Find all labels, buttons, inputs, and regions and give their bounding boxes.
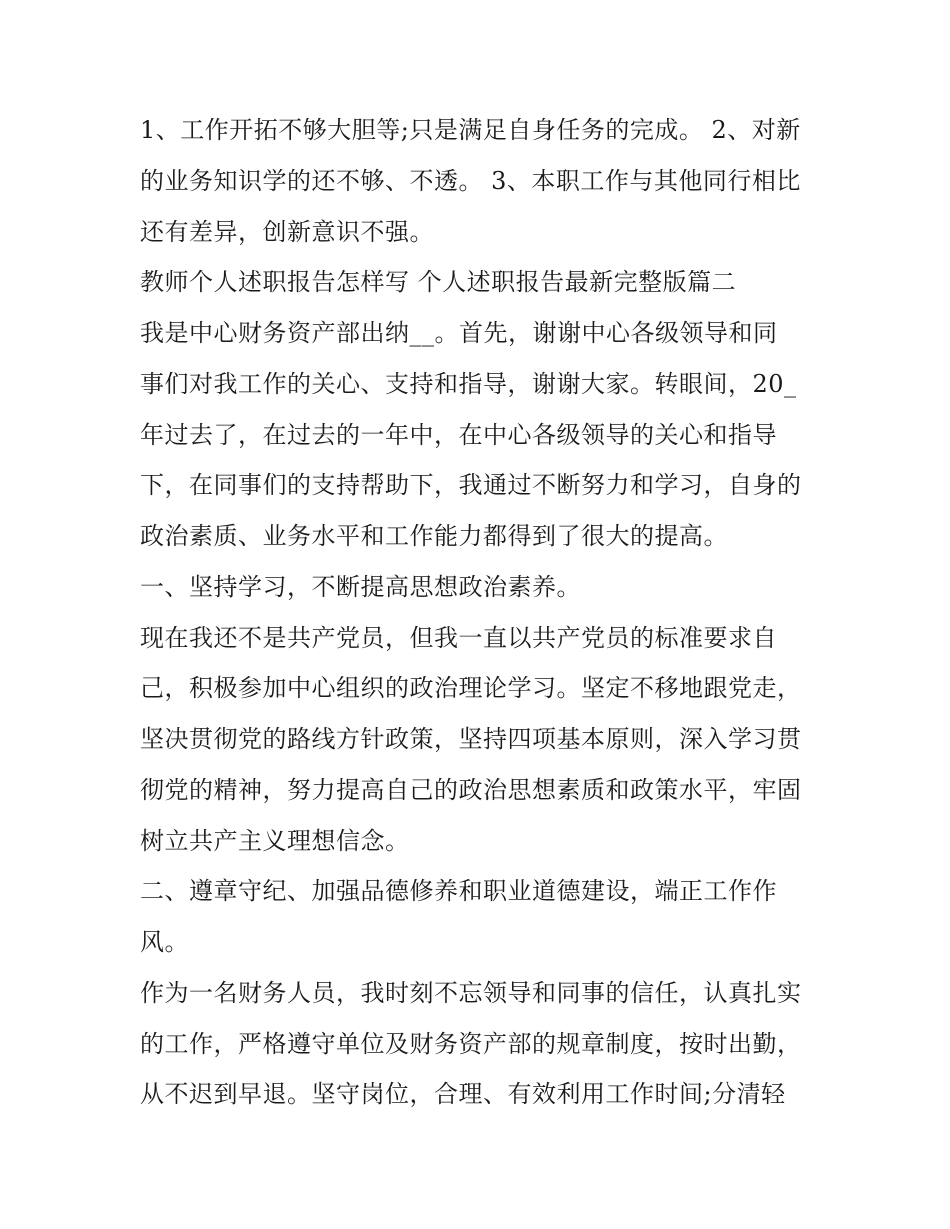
text-line: 政治素质、业务水平和工作能力都得到了很大的提高。	[140, 522, 728, 550]
text-line: 年过去了，在过去的一年中，在中心各级领导的关心和指导	[140, 421, 777, 449]
text-line: 树立共产主义理想信念。	[140, 827, 410, 855]
text-line: 1、工作开拓不够大胆等;只是满足自身任务的完成。 2、对新	[140, 116, 801, 144]
text-line: 我是中心财务资产部出纳__。首先，谢谢中心各级领导和同	[140, 319, 778, 347]
text-line: 的业务知识学的还不够、不透。 3、本职工作与其他同行相比	[140, 167, 801, 195]
text-line: 事们对我工作的关心、支持和指导，谢谢大家。转眼间，20_	[140, 370, 797, 398]
section-heading: 教师个人述职报告怎样写 个人述职报告最新完整版篇二	[140, 268, 737, 296]
text-line: 彻党的精神，努力提高自己的政治思想素质和政策水平，牢固	[140, 776, 802, 804]
text-line: 坚决贯彻党的路线方针政策，坚持四项基本原则，深入学习贯	[140, 725, 802, 753]
subheading-continued: 风。	[140, 928, 189, 956]
text-line: 从不迟到早退。坚守岗位，合理、有效利用工作时间;分清轻	[140, 1080, 786, 1108]
text-line: 己，积极参加中心组织的政治理论学习。坚定不移地跟党走，	[140, 674, 802, 702]
subheading: 一、坚持学习，不断提高思想政治素养。	[140, 573, 581, 601]
text-line: 下，在同事们的支持帮助下，我通过不断努力和学习，自身的	[140, 471, 802, 499]
text-line: 还有差异，创新意识不强。	[140, 218, 434, 246]
text-line: 现在我还不是共产党员，但我一直以共产党员的标准要求自	[140, 624, 777, 652]
text-line: 的工作，严格遵守单位及财务资产部的规章制度，按时出勤，	[140, 1030, 802, 1058]
subheading: 二、遵章守纪、加强品德修养和职业道德建设，端正工作作	[140, 877, 777, 905]
text-line: 作为一名财务人员，我时刻不忘领导和同事的信任，认真扎实	[140, 979, 802, 1007]
